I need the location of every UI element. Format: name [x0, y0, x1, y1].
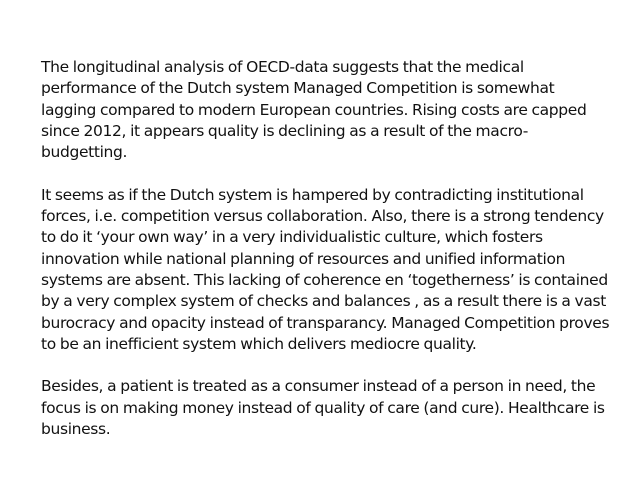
- text-line: The longitudinal analysis of OECD-data suggests that the medical: [41, 58, 524, 76]
- text-line: to do it ‘your own way’ in a very individualistic culture, which fosters: [41, 228, 543, 247]
- text-line: performance of the Dutch system Managed Competition is somewhat: [41, 79, 555, 98]
- text-line: systems are absent. This lacking of coherence en ‘togetherness’ is contained: [41, 270, 608, 289]
- slide-text-body: [41, 57, 610, 462]
- text-line: lagging compared to modern European countries. Rising costs are capped: [41, 100, 587, 119]
- text-line: innovation while national planning of resources and unified information: [41, 249, 566, 268]
- paragraph-institutional-forces: [41, 185, 610, 355]
- text-line: burocracy and opacity instead of transparancy. Managed Competition proves: [41, 313, 610, 332]
- text-line: by a very complex system of checks and balances , as a result there is a vast: [41, 292, 606, 311]
- text-line: It seems as if the Dutch system is hampered by contradicting institutional: [41, 185, 584, 204]
- paragraph-oecd-analysis: [41, 57, 601, 163]
- text-line: since 2012, it appears quality is declining as a result of the macro-: [41, 121, 528, 140]
- text-line: budgetting.: [41, 143, 128, 162]
- text-line: forces, i.e. competition versus collaboration. Also, there is a strong tendency: [41, 207, 604, 226]
- text-line: business.: [41, 420, 111, 439]
- paragraph-patient-consumer: [41, 376, 605, 440]
- text-line: Besides, a patient is treated as a consumer instead of a person in need, the: [41, 377, 596, 396]
- text-line: focus is on making money instead of quality of care (and cure). Healthcare is: [41, 398, 605, 417]
- text-line: to be an inefficient system which delivers mediocre quality.: [41, 334, 477, 353]
